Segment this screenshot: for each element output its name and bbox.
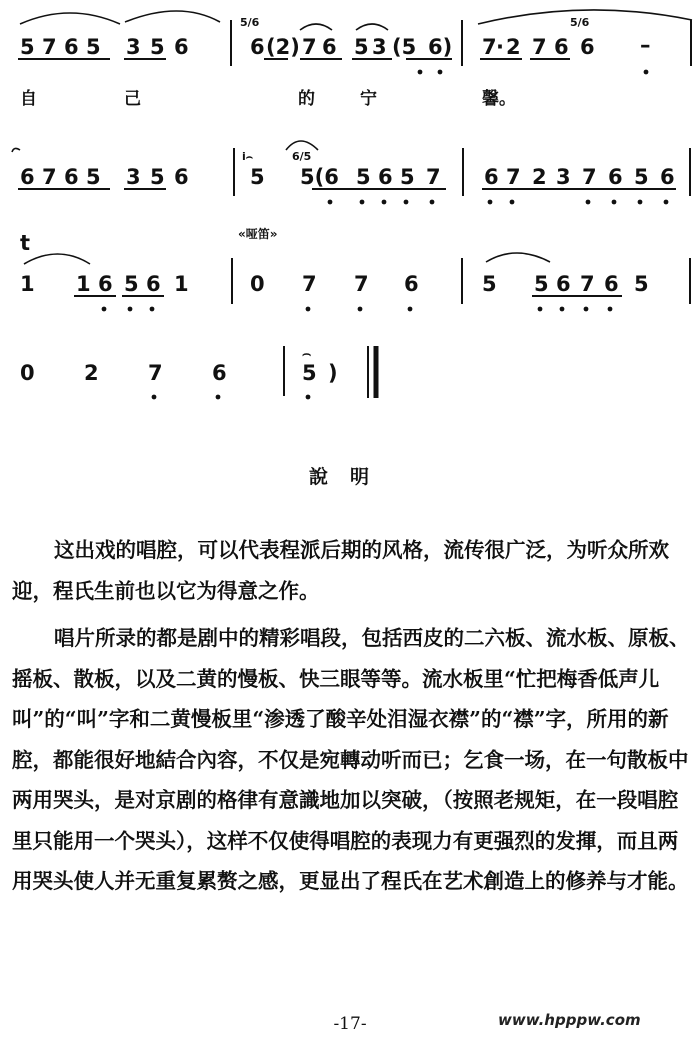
note: 7 [532, 35, 547, 59]
note: 7 [506, 165, 521, 189]
note: 7 [42, 165, 57, 189]
note: 6 [146, 272, 161, 296]
grace-note: i⌢ [242, 150, 254, 163]
note: 7 [580, 272, 595, 296]
lyric: 己 [124, 89, 141, 109]
note: 6 [556, 272, 571, 296]
note: 6 [378, 165, 393, 189]
note: 5 [534, 272, 549, 296]
note: 3 [372, 35, 387, 59]
note: 1 [174, 272, 189, 296]
lyric: 自 [20, 89, 37, 109]
note: 6 [64, 165, 79, 189]
section-title: 說明 [308, 466, 391, 488]
note: 5 [86, 35, 101, 59]
lyric: 宁 [360, 89, 377, 109]
instrument-annotation: «哑笛» [238, 227, 278, 241]
note: 7 [148, 361, 163, 385]
note: 7 [302, 35, 317, 59]
note: 6 [604, 272, 619, 296]
note: 2 [84, 361, 99, 385]
note: 6 [322, 35, 337, 59]
jianpu-score [0, 0, 700, 420]
note: · [496, 35, 504, 59]
note: 7 [354, 272, 369, 296]
note: 5 [482, 272, 497, 296]
note: 5 [302, 361, 317, 385]
note: 7 [302, 272, 317, 296]
note: 3 [556, 165, 571, 189]
note: (5 [392, 35, 417, 59]
note: 6 [174, 165, 189, 189]
note: 1 [76, 272, 91, 296]
note: 7 [426, 165, 441, 189]
note: 5(6 [300, 165, 339, 189]
note: 7 [582, 165, 597, 189]
note: 5 [150, 35, 165, 59]
note: 5 [356, 165, 371, 189]
note: 6 [98, 272, 113, 296]
note: 5 [634, 165, 649, 189]
score-row-4 [20, 346, 376, 399]
note: 6 [580, 35, 595, 59]
note: 6 [660, 165, 675, 189]
note: (2) [266, 35, 300, 59]
fermata: ⌢ [302, 346, 312, 362]
note: 5 [250, 165, 265, 189]
note: 5 [20, 35, 35, 59]
note: 6 [554, 35, 569, 59]
note: 5 [634, 272, 649, 296]
grace-note: 6/5 [292, 150, 312, 163]
note: 0 [20, 361, 35, 385]
note: 6 [64, 35, 79, 59]
grace-note: 5/6 [570, 16, 590, 29]
note: 5 [86, 165, 101, 189]
note: 0 [250, 272, 265, 296]
note: 5 [150, 165, 165, 189]
note: ) [328, 361, 338, 385]
note: 2 [532, 165, 547, 189]
note: 6 [250, 35, 265, 59]
note: 7 [42, 35, 57, 59]
paragraph: 唱片所录的都是剧中的精彩唱段，包括西皮的二六板、流水板、原板、摇板、散板，以及二黄的慢板、快三眼等等。流水板里“忙把梅香低声儿叫”的“叫”字和二黄慢板里“渗透了酸辛处泪湿衣襟”的“襟”字，所用的新腔，都能很好地結合內容，不仅是宛轉动听而已；乞食一场，在一句散板中两用哭头，是对京剧的格律有意識地加以突破，（按照老规矩，在一段唱腔里只能用一个哭头），这样不仅使得唱腔的表现力有更强烈的发揮，而且两用哭头使人并无重复累赘之感，更显出了程氏在艺术創造上的修养与才能。 [12, 626, 690, 893]
ornament-mark: t [20, 231, 31, 255]
watermark: www.hpppw.com [498, 1011, 641, 1029]
grace-note: 5/6 [240, 16, 260, 29]
score-row-2 [12, 141, 690, 204]
note: 5 [354, 35, 369, 59]
note: 3 [126, 35, 141, 59]
note: 6 [20, 165, 35, 189]
score-row-3 [20, 226, 690, 311]
note: 2 [506, 35, 521, 59]
note: 6 [212, 361, 227, 385]
page-number: -17- [333, 1014, 367, 1034]
lyric: 的 [298, 89, 315, 109]
note: 5 [400, 165, 415, 189]
note: 1 [20, 272, 35, 296]
note: 6) [428, 35, 453, 59]
note: 6 [174, 35, 189, 59]
note: 3 [126, 165, 141, 189]
lyric: 馨。 [482, 89, 516, 109]
note: 6 [404, 272, 419, 296]
score-row-1 [18, 10, 692, 109]
paragraph: 这出戏的唱腔，可以代表程派后期的风格，流传很广泛，为听众所欢迎，程氏生前也以它为得意之作。 [12, 538, 669, 603]
note: 6 [484, 165, 499, 189]
note: 7 [482, 35, 497, 59]
note: 6 [608, 165, 623, 189]
note: 5 [124, 272, 139, 296]
dash: – [640, 33, 651, 57]
